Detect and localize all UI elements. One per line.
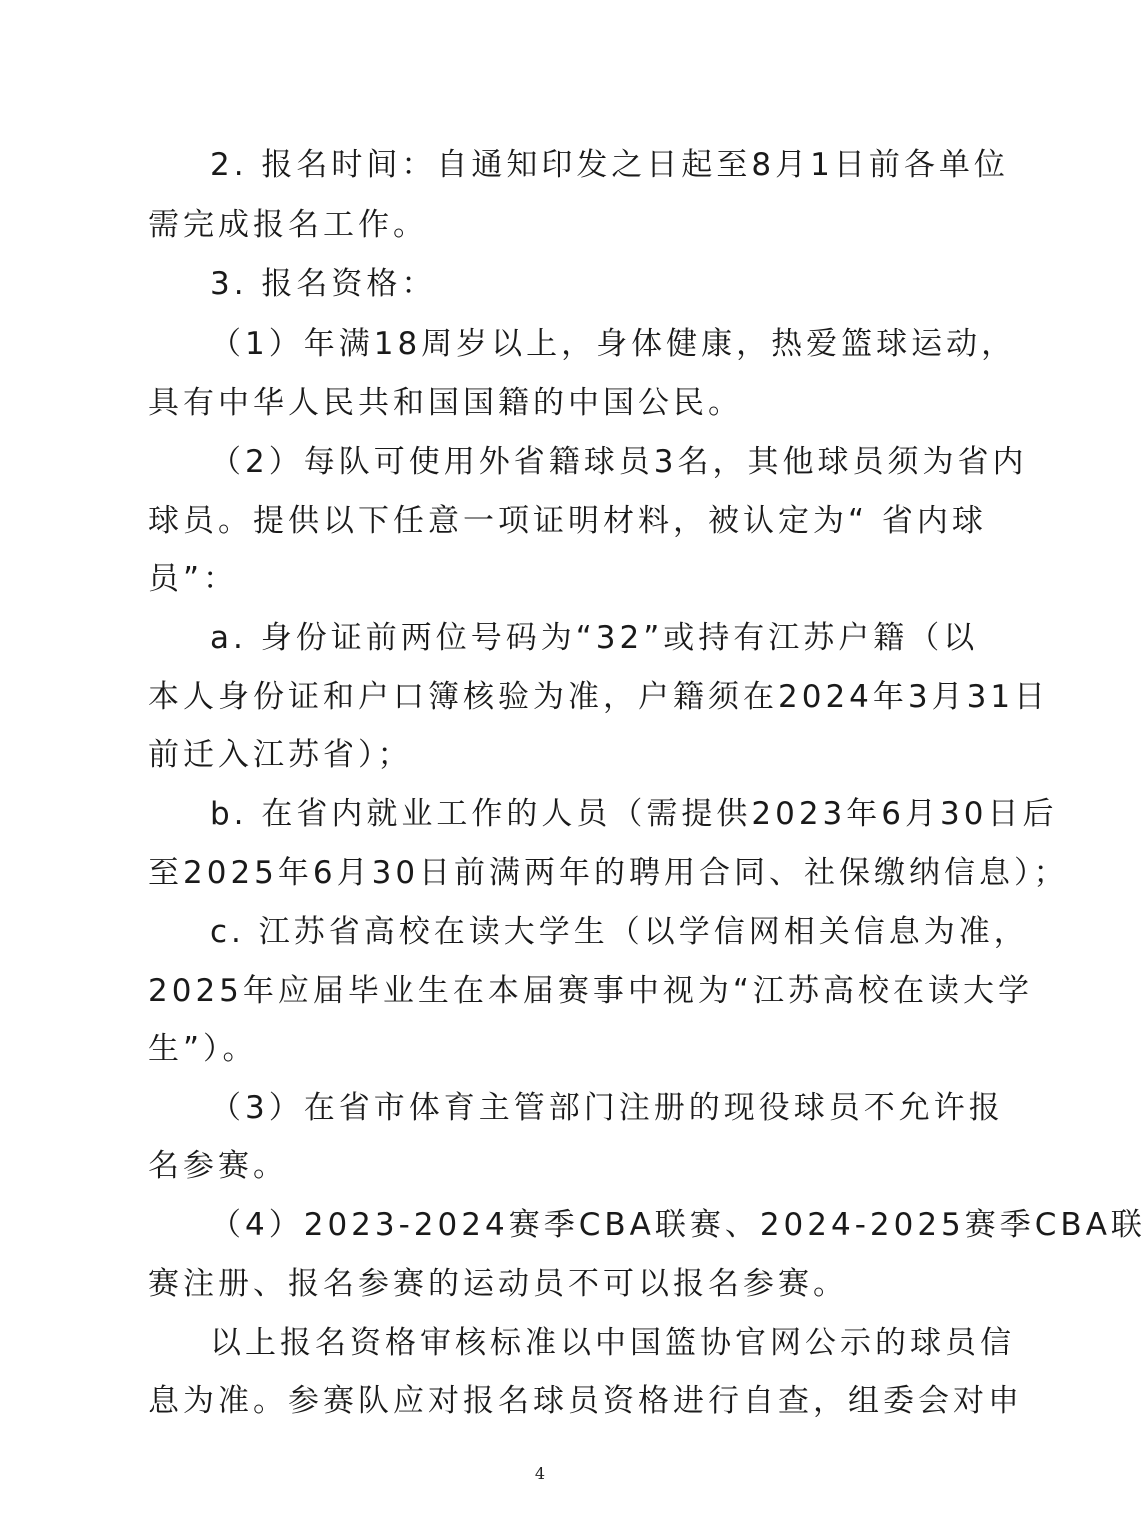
paragraph-line: 员”： [148,561,239,597]
paragraph-line: 本人身份证和户口簿核验为准，户籍须在2024年3月31日 [148,679,1050,715]
paragraph-line: 具有中华人民共和国国籍的中国公民。 [148,385,743,421]
paragraph-line: 2025年应届毕业生在本届赛事中视为“江苏高校在读大学 [148,973,1033,1009]
page-number: 4 [534,1464,546,1483]
paragraph-line: 息为准。参赛队应对报名球员资格进行自查，组委会对申 [148,1383,1023,1419]
paragraph-line: 名参赛。 [148,1148,288,1184]
paragraph-line: a. 身份证前两位号码为“32”或持有江苏户籍（以 [210,620,979,656]
paragraph-line: （1）年满18周岁以上，身体健康，热爱篮球运动， [210,326,1017,362]
paragraph-line: 3. 报名资格： [210,266,437,302]
paragraph-line: c. 江苏省高校在读大学生（以学信网相关信息为准， [210,914,1029,950]
paragraph-line: 2. 报名时间：自通知印发之日起至8月1日前各单位 [210,147,1009,183]
paragraph-line: 需完成报名工作。 [148,207,428,243]
paragraph-line: 赛注册、报名参赛的运动员不可以报名参赛。 [148,1266,848,1302]
paragraph-line: 以上报名资格审核标准以中国篮协官网公示的球员信 [210,1325,1015,1361]
paragraph-line: b. 在省内就业工作的人员（需提供2023年6月30日后 [210,796,1058,832]
paragraph-line: （2）每队可使用外省籍球员3名，其他球员须为省内 [210,444,1028,480]
paragraph-line: 生”）。 [148,1031,258,1067]
paragraph-line: 球员。提供以下任意一项证明材料，被认定为“ 省内球 [148,503,987,539]
paragraph-line: 前迁入江苏省）； [148,737,413,773]
paragraph-line: （4）2023-2024赛季CBA联赛、2024-2025赛季CBA联 [210,1207,1146,1243]
paragraph-line: （3）在省市体育主管部门注册的现役球员不允许报 [210,1090,1004,1126]
paragraph-line: 至2025年6月30日前满两年的聘用合同、社保缴纳信息）； [148,855,1069,891]
